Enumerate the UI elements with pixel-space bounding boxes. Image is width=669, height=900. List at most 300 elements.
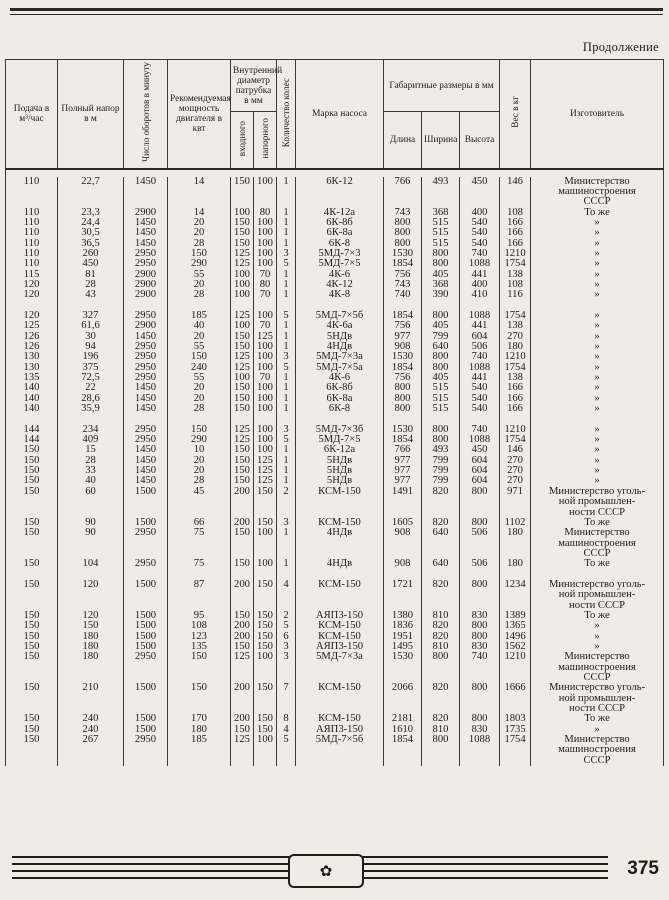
cell-power: 290 [168, 435, 231, 445]
cell-head: 375 [58, 363, 124, 373]
cell-power: 150 [168, 352, 231, 362]
cell-wheels: 2 [277, 611, 296, 621]
cell-model: 5МД-7×5 [296, 435, 384, 445]
cell-maker: ной промышлен- [531, 590, 664, 600]
cell-head: 22,7 [58, 177, 124, 187]
cell-width: 820 [422, 683, 460, 693]
cell-head: 180 [58, 632, 124, 642]
cell-head: 28,6 [58, 394, 124, 404]
cell-rpm: 1500 [124, 632, 168, 642]
cell-wheels [277, 745, 296, 755]
cell-rpm: 2950 [124, 342, 168, 352]
cell-width: 368 [422, 280, 460, 290]
cell-width: 800 [422, 352, 460, 362]
cell-width: 820 [422, 714, 460, 724]
cell-wheels: 2 [277, 487, 296, 497]
header-weight: Вес в кг [500, 60, 531, 169]
cell-outlet: 100 [254, 383, 277, 393]
cell-length: 766 [384, 177, 422, 187]
table-row [6, 539, 664, 549]
cell-length: 1530 [384, 352, 422, 362]
cell-inlet [231, 756, 254, 766]
cell-model: АЯП3-150 [296, 642, 384, 652]
cell-maker: Министерство [531, 652, 664, 662]
cell-wheels: 1 [277, 342, 296, 352]
cell-inlet: 150 [231, 383, 254, 393]
cell-width: 810 [422, 642, 460, 652]
cell-flow: 150 [6, 735, 58, 745]
header-dims-group: Габаритные размеры в мм [384, 60, 500, 112]
cell-rpm [124, 197, 168, 207]
table-row [6, 497, 664, 507]
cell-model [296, 745, 384, 755]
cell-weight [500, 187, 531, 197]
cell-outlet: 100 [254, 218, 277, 228]
cell-inlet: 100 [231, 270, 254, 280]
cell-maker: СССР [531, 549, 664, 559]
cell-weight: 1754 [500, 363, 531, 373]
cell-maker: » [531, 342, 664, 352]
cell-flow: 150 [6, 611, 58, 621]
printer-emblem-icon: ✿ [288, 854, 364, 888]
cell-width: 799 [422, 476, 460, 486]
cell-model: 5НДв [296, 456, 384, 466]
cell-weight [500, 590, 531, 600]
cell-height: 830 [460, 611, 500, 621]
cell-length: 1605 [384, 518, 422, 528]
cell-wheels: 5 [277, 621, 296, 631]
cell-maker: » [531, 425, 664, 435]
table-row [6, 559, 664, 569]
cell-weight: 1102 [500, 518, 531, 528]
cell-wheels: 1 [277, 466, 296, 476]
cell-width [422, 756, 460, 766]
cell-power: 20 [168, 228, 231, 238]
cell-inlet [231, 590, 254, 600]
cell-width: 640 [422, 528, 460, 538]
cell-flow: 150 [6, 714, 58, 724]
cell-head: 28 [58, 456, 124, 466]
cell-inlet [231, 197, 254, 207]
cell-flow [6, 197, 58, 207]
cell-power [168, 590, 231, 600]
cell-rpm: 1500 [124, 683, 168, 693]
cell-length: 1610 [384, 725, 422, 735]
cell-length [384, 497, 422, 507]
cell-rpm: 1450 [124, 383, 168, 393]
cell-weight: 146 [500, 445, 531, 455]
cell-wheels: 5 [277, 311, 296, 321]
cell-flow: 150 [6, 632, 58, 642]
cell-maker: ной промышлен- [531, 497, 664, 507]
cell-wheels [277, 539, 296, 549]
cell-maker: Министерство уголь- [531, 683, 664, 693]
cell-width: 405 [422, 373, 460, 383]
cell-length [384, 590, 422, 600]
cell-wheels: 5 [277, 363, 296, 373]
cell-weight: 270 [500, 466, 531, 476]
cell-maker: Министерство уголь- [531, 487, 664, 497]
cell-height: 800 [460, 714, 500, 724]
cell-flow [6, 497, 58, 507]
cell-flow: 110 [6, 228, 58, 238]
cell-head: 61,6 [58, 321, 124, 331]
cell-weight: 1210 [500, 425, 531, 435]
cell-head: 267 [58, 735, 124, 745]
table-row [6, 590, 664, 600]
cell-model [296, 497, 384, 507]
cell-wheels: 1 [277, 476, 296, 486]
cell-power: 28 [168, 239, 231, 249]
cell-power: 185 [168, 311, 231, 321]
cell-model: КСМ-150 [296, 714, 384, 724]
cell-power: 150 [168, 683, 231, 693]
table-header [6, 60, 664, 169]
cell-head [58, 590, 124, 600]
cell-length: 1530 [384, 652, 422, 662]
cell-outlet: 100 [254, 177, 277, 187]
cell-length: 1836 [384, 621, 422, 631]
cell-weight: 108 [500, 208, 531, 218]
cell-head: 196 [58, 352, 124, 362]
cell-head: 22 [58, 383, 124, 393]
cell-inlet: 150 [231, 228, 254, 238]
cell-rpm: 1450 [124, 332, 168, 342]
cell-model [296, 694, 384, 704]
cell-head: 36,5 [58, 239, 124, 249]
cell-inlet: 100 [231, 208, 254, 218]
cell-maker: машиностроения [531, 663, 664, 673]
cell-width: 515 [422, 383, 460, 393]
cell-maker: » [531, 373, 664, 383]
cell-power: 87 [168, 580, 231, 590]
cell-height: 604 [460, 456, 500, 466]
cell-head: 23,3 [58, 208, 124, 218]
cell-width [422, 187, 460, 197]
cell-maker: » [531, 394, 664, 404]
cell-height: 1088 [460, 735, 500, 745]
cell-rpm: 2950 [124, 652, 168, 662]
cell-width: 515 [422, 239, 460, 249]
cell-head: 72,5 [58, 373, 124, 383]
cell-flow: 110 [6, 218, 58, 228]
cell-power: 20 [168, 280, 231, 290]
cell-maker: Министерство [531, 177, 664, 187]
cell-rpm [124, 187, 168, 197]
cell-weight: 1666 [500, 683, 531, 693]
cell-height: 400 [460, 280, 500, 290]
cell-maker: » [531, 228, 664, 238]
cell-flow: 144 [6, 435, 58, 445]
cell-inlet: 150 [231, 394, 254, 404]
cell-width: 493 [422, 177, 460, 187]
cell-outlet: 80 [254, 280, 277, 290]
cell-head: 240 [58, 725, 124, 735]
cell-rpm: 1450 [124, 445, 168, 455]
cell-model: 5МД-7×5б [296, 311, 384, 321]
cell-outlet: 100 [254, 363, 277, 373]
cell-inlet: 150 [231, 559, 254, 569]
cell-width [422, 539, 460, 549]
cell-model: 4НДв [296, 559, 384, 569]
cell-head: 450 [58, 259, 124, 269]
cell-weight: 270 [500, 456, 531, 466]
cell-flow: 125 [6, 321, 58, 331]
cell-weight: 180 [500, 342, 531, 352]
cell-length: 800 [384, 239, 422, 249]
header-rpm: Число оборотов в минуту [124, 60, 168, 169]
cell-width: 405 [422, 270, 460, 280]
cell-rpm: 2950 [124, 559, 168, 569]
cell-wheels [277, 497, 296, 507]
cell-power: 185 [168, 735, 231, 745]
cell-width: 810 [422, 611, 460, 621]
cell-length [384, 539, 422, 549]
cell-height: 410 [460, 290, 500, 300]
cell-height: 506 [460, 342, 500, 352]
cell-maker: » [531, 383, 664, 393]
cell-flow: 144 [6, 425, 58, 435]
cell-maker: машиностроения [531, 745, 664, 755]
cell-width: 493 [422, 445, 460, 455]
cell-rpm: 1450 [124, 466, 168, 476]
cell-inlet: 200 [231, 683, 254, 693]
cell-height [460, 187, 500, 197]
cell-weight: 1754 [500, 435, 531, 445]
cell-flow: 150 [6, 580, 58, 590]
cell-height: 1088 [460, 259, 500, 269]
cell-power: 20 [168, 383, 231, 393]
cell-outlet [254, 590, 277, 600]
cell-width [422, 197, 460, 207]
cell-weight: 166 [500, 404, 531, 414]
cell-outlet [254, 197, 277, 207]
cell-outlet [254, 756, 277, 766]
cell-maker: » [531, 270, 664, 280]
header-model: Марка насоса [296, 60, 384, 169]
cell-inlet: 125 [231, 259, 254, 269]
cell-rpm: 1450 [124, 394, 168, 404]
cell-height: 740 [460, 352, 500, 362]
cell-width: 390 [422, 290, 460, 300]
cell-length: 2181 [384, 714, 422, 724]
cell-outlet [254, 187, 277, 197]
cell-wheels: 1 [277, 528, 296, 538]
cell-height: 1088 [460, 311, 500, 321]
cell-head: 210 [58, 683, 124, 693]
cell-length: 800 [384, 218, 422, 228]
cell-outlet: 100 [254, 528, 277, 538]
cell-rpm: 1450 [124, 218, 168, 228]
cell-model: КСМ-150 [296, 580, 384, 590]
cell-flow: 115 [6, 270, 58, 280]
cell-maker: » [531, 280, 664, 290]
header-inlet: входного [231, 112, 254, 169]
cell-power: 240 [168, 363, 231, 373]
cell-weight: 1803 [500, 714, 531, 724]
cell-width: 640 [422, 559, 460, 569]
cell-maker: » [531, 363, 664, 373]
cell-rpm [124, 590, 168, 600]
cell-width: 820 [422, 518, 460, 528]
cell-model: 6К-8 [296, 239, 384, 249]
cell-flow: 140 [6, 404, 58, 414]
cell-wheels [277, 663, 296, 673]
cell-maker: » [531, 352, 664, 362]
cell-length [384, 197, 422, 207]
cell-outlet: 100 [254, 652, 277, 662]
cell-power: 123 [168, 632, 231, 642]
cell-height: 740 [460, 652, 500, 662]
cell-outlet: 100 [254, 342, 277, 352]
cell-model: 4НДв [296, 528, 384, 538]
cell-width [422, 663, 460, 673]
cell-head: 24,4 [58, 218, 124, 228]
header-wheels: Количество колес [277, 60, 296, 169]
cell-length: 977 [384, 332, 422, 342]
cell-power [168, 756, 231, 766]
cell-height [460, 745, 500, 755]
cell-power: 75 [168, 559, 231, 569]
cell-flow: 110 [6, 259, 58, 269]
cell-maker: Министерство [531, 528, 664, 538]
cell-outlet: 125 [254, 456, 277, 466]
cell-height [460, 663, 500, 673]
cell-model: 5МД-7×3б [296, 425, 384, 435]
cell-length: 1530 [384, 249, 422, 259]
cell-length: 1854 [384, 435, 422, 445]
cell-model: АЯП3-150 [296, 611, 384, 621]
cell-outlet: 150 [254, 611, 277, 621]
header-power: Рекомендуемая мощность двигателя в квт [168, 60, 231, 169]
cell-model: 6К-8а [296, 394, 384, 404]
cell-width: 799 [422, 466, 460, 476]
cell-rpm: 2950 [124, 352, 168, 362]
cell-wheels: 4 [277, 580, 296, 590]
cell-head: 180 [58, 642, 124, 652]
cell-power [168, 663, 231, 673]
cell-wheels: 3 [277, 518, 296, 528]
cell-rpm: 2950 [124, 249, 168, 259]
cell-model: 5НДв [296, 476, 384, 486]
cell-maker: » [531, 466, 664, 476]
cell-rpm: 1500 [124, 611, 168, 621]
cell-height: 1088 [460, 435, 500, 445]
cell-maker: То же [531, 714, 664, 724]
cell-outlet: 100 [254, 394, 277, 404]
cell-rpm: 2950 [124, 425, 168, 435]
cell-maker: машиностроения [531, 187, 664, 197]
cell-outlet: 70 [254, 373, 277, 383]
pump-table [5, 59, 664, 766]
cell-width: 515 [422, 394, 460, 404]
table-row [6, 187, 664, 197]
cell-outlet: 100 [254, 559, 277, 569]
cell-outlet: 150 [254, 714, 277, 724]
cell-model: КСМ-150 [296, 621, 384, 631]
cell-length: 1854 [384, 363, 422, 373]
cell-width: 640 [422, 342, 460, 352]
cell-inlet: 150 [231, 725, 254, 735]
cell-rpm: 2900 [124, 208, 168, 218]
cell-inlet: 125 [231, 652, 254, 662]
cell-power: 20 [168, 456, 231, 466]
cell-flow: 140 [6, 394, 58, 404]
cell-model: 6К-8б [296, 218, 384, 228]
cell-flow: 150 [6, 476, 58, 486]
cell-height: 604 [460, 332, 500, 342]
cell-outlet [254, 694, 277, 704]
cell-flow: 110 [6, 177, 58, 187]
cell-length: 1380 [384, 611, 422, 621]
table-row [6, 663, 664, 673]
cell-power: 20 [168, 218, 231, 228]
cell-model: 6К-8б [296, 383, 384, 393]
cell-inlet: 150 [231, 218, 254, 228]
cell-width: 800 [422, 259, 460, 269]
cell-model [296, 663, 384, 673]
cell-inlet [231, 663, 254, 673]
cell-weight: 166 [500, 239, 531, 249]
cell-length: 743 [384, 208, 422, 218]
cell-width: 820 [422, 632, 460, 642]
cell-inlet [231, 745, 254, 755]
cell-rpm [124, 539, 168, 549]
cell-maker: » [531, 642, 664, 652]
cell-outlet: 150 [254, 725, 277, 735]
cell-length: 1721 [384, 580, 422, 590]
cell-inlet: 100 [231, 321, 254, 331]
cell-width: 800 [422, 435, 460, 445]
cell-head: 28 [58, 280, 124, 290]
cell-wheels: 1 [277, 373, 296, 383]
cell-rpm: 1500 [124, 518, 168, 528]
cell-power: 45 [168, 487, 231, 497]
cell-wheels: 1 [277, 208, 296, 218]
table-row [6, 745, 664, 755]
cell-model: 4НДв [296, 342, 384, 352]
cell-model: 6К-12а [296, 445, 384, 455]
cell-rpm: 2900 [124, 270, 168, 280]
cell-maker: » [531, 725, 664, 735]
cell-rpm: 1450 [124, 239, 168, 249]
cell-length: 1951 [384, 632, 422, 642]
cell-power [168, 745, 231, 755]
cell-power [168, 197, 231, 207]
cell-outlet: 150 [254, 580, 277, 590]
cell-length: 1854 [384, 735, 422, 745]
cell-length: 756 [384, 373, 422, 383]
cell-height: 800 [460, 683, 500, 693]
cell-wheels: 1 [277, 456, 296, 466]
cell-width: 800 [422, 652, 460, 662]
cell-maker: » [531, 476, 664, 486]
cell-rpm: 1450 [124, 404, 168, 414]
cell-inlet: 150 [231, 476, 254, 486]
cell-inlet: 150 [231, 239, 254, 249]
cell-maker: » [531, 445, 664, 455]
cell-rpm: 1500 [124, 621, 168, 631]
cell-power: 108 [168, 621, 231, 631]
cell-head [58, 756, 124, 766]
header-length: Длина [384, 112, 422, 169]
cell-power: 20 [168, 394, 231, 404]
cell-head: 240 [58, 714, 124, 724]
cell-head: 35,9 [58, 404, 124, 414]
cell-model: 4К-8 [296, 290, 384, 300]
cell-wheels: 1 [277, 332, 296, 342]
cell-wheels [277, 756, 296, 766]
